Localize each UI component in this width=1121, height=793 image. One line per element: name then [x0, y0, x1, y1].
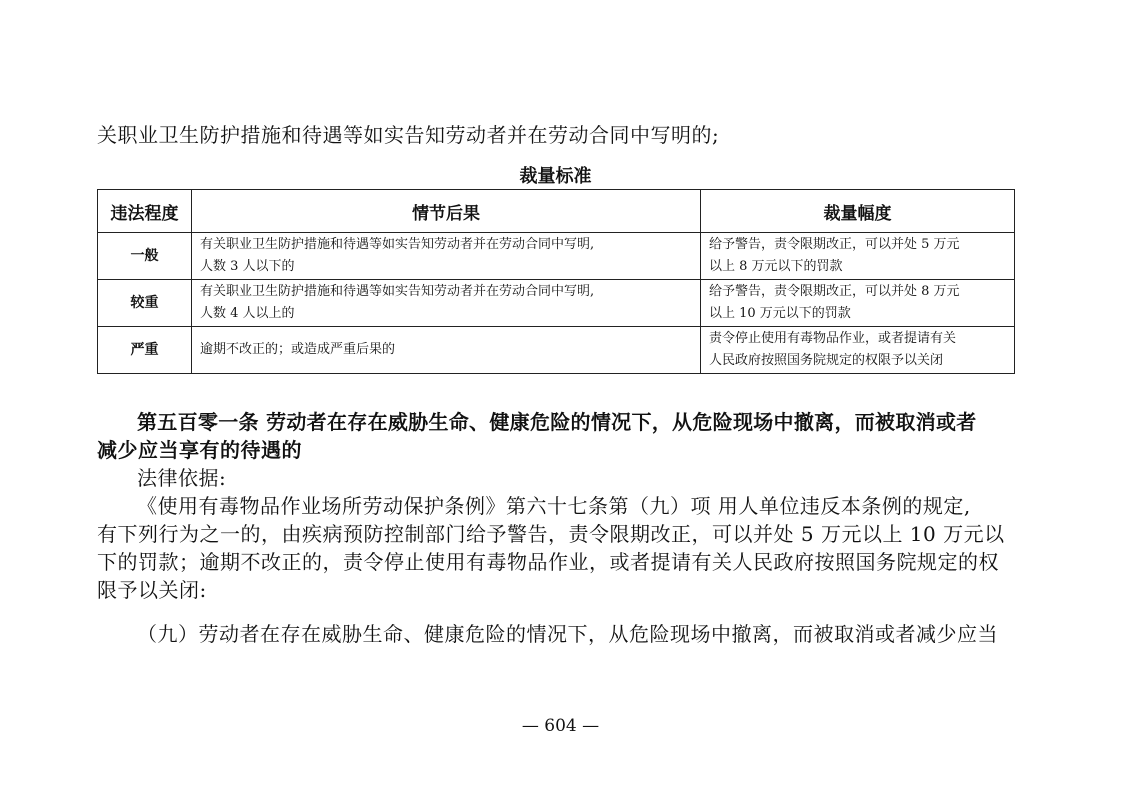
header-violation-degree: 违法程度	[98, 190, 192, 233]
penalty-cell	[701, 327, 1015, 374]
table-header-row	[98, 190, 1015, 233]
penalty-line: 人民政府按照国务院规定的权限予以关闭	[709, 353, 944, 368]
circumstance-line: 人数 3 人以下的	[200, 259, 295, 274]
violation-level: 一般	[98, 233, 192, 280]
table-row	[98, 327, 1015, 374]
continued-paragraph-line: 关职业卫生防护措施和待遇等如实告知劳动者并在劳动合同中写明的;	[97, 123, 720, 147]
legal-basis-line: 限予以关闭:	[97, 578, 207, 602]
article-title-line: 减少应当享有的待遇的	[97, 438, 302, 462]
page-number: — 604 —	[521, 716, 600, 736]
legal-basis-line: 有下列行为之一的，由疾病预防控制部门给予警告，责令限期改正，可以并处 5 万元以上 10 万元以	[97, 522, 1005, 546]
legal-basis-line: 下的罚款；逾期不改正的，责令停止使用有毒物品作业，或者提请有关人民政府按照国务院规定的权	[97, 550, 999, 574]
penalty-cell	[701, 280, 1015, 327]
legal-basis-line: 《使用有毒物品作业场所劳动保护条例》第六十七条第（九）项 用人单位违反本条例的规定,	[137, 494, 971, 518]
circumstance-line: 有关职业卫生防护措施和待遇等如实告知劳动者并在劳动合同中写明,	[200, 237, 595, 252]
violation-level: 严重	[98, 327, 192, 374]
circumstance-cell	[192, 233, 701, 280]
table-caption: 裁量标准	[519, 166, 592, 187]
penalty-line: 以上 10 万元以下的罚款	[709, 306, 851, 321]
violation-level: 较重	[98, 280, 192, 327]
legal-basis-label: 法律依据:	[137, 466, 227, 490]
header-penalty-range: 裁量幅度	[701, 190, 1015, 233]
circumstance-cell	[192, 280, 701, 327]
penalty-line: 给予警告，责令限期改正，可以并处 5 万元	[709, 237, 960, 252]
penalty-line: 给予警告，责令限期改正，可以并处 8 万元	[709, 284, 960, 299]
penalty-line: 以上 8 万元以下的罚款	[709, 259, 843, 274]
item-nine-line: （九）劳动者在存在威胁生命、健康危险的情况下，从危险现场中撤离，而被取消或者减少应当	[137, 622, 998, 646]
article-title-line: 第五百零一条 劳动者在存在威胁生命、健康危险的情况下，从危险现场中撤离，而被取消或者	[137, 410, 977, 434]
penalty-line: 责令停止使用有毒物品作业，或者提请有关	[709, 331, 957, 346]
circumstance-line: 人数 4 人以上的	[200, 306, 295, 321]
table-row	[98, 233, 1015, 280]
penalty-cell	[701, 233, 1015, 280]
penalty-standard-table	[97, 189, 1015, 374]
circumstance-line: 逾期不改正的；或造成严重后果的	[200, 342, 396, 357]
circumstance-line: 有关职业卫生防护措施和待遇等如实告知劳动者并在劳动合同中写明,	[200, 284, 595, 299]
circumstance-cell	[192, 327, 701, 374]
table-row	[98, 280, 1015, 327]
header-circumstance: 情节后果	[192, 190, 701, 233]
